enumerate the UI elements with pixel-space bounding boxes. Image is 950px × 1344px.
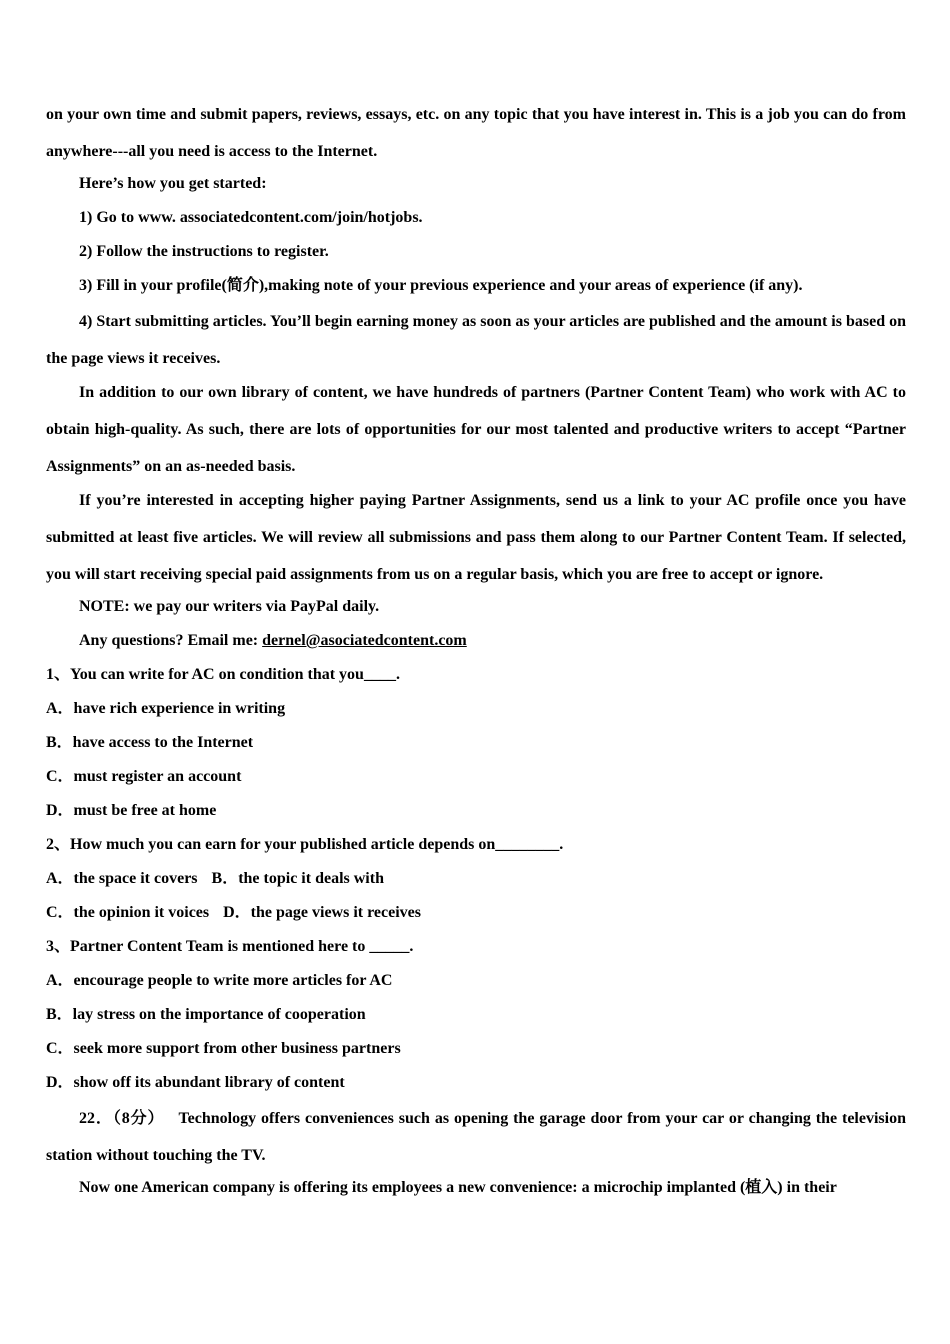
contact-label: Any questions? Email me: (79, 632, 263, 649)
section-22-para-2: Now one American company is offering its employees a new convenience: a microchip implanted (植入) in their (79, 1179, 837, 1196)
passage-step-3: 3) Fill in your profile(简介),making note of your previous experience and your areas of experience (if any). (79, 277, 803, 294)
question-3-option-b[interactable]: B．lay stress on the importance of cooperation (46, 1006, 366, 1023)
question-2-option-c[interactable]: C．the opinion it voices (46, 904, 210, 921)
question-2-stem: 2、How much you can earn for your published article depends on________. (46, 836, 564, 853)
passage-contact (46, 624, 906, 658)
section-22-intro (46, 1100, 906, 1174)
question-2-option-b[interactable]: B．the topic it deals with (211, 870, 384, 887)
passage-partners: In addition to our own library of content, we have hundreds of partners (Partner Content Team) who work with AC to obtain high-quality. As such, there are lots of opportunities for our most talented and productive writers to accept “Partner Assignments” on an as-needed basis. (46, 384, 906, 475)
question-3-option-c[interactable]: C．seek more support from other business partners (46, 1040, 401, 1057)
passage-note: NOTE: we pay our writers via PayPal daily. (79, 598, 380, 615)
passage-started: Here’s how you get started: (79, 175, 267, 192)
question-1-stem: 1、You can write for AC on condition that you____. (46, 666, 400, 683)
question-1-option-d[interactable]: D．must be free at home (46, 802, 217, 819)
question-2-option-d[interactable]: D．the page views it receives (223, 904, 422, 921)
document-page (46, 96, 906, 1205)
passage-step-2: 2) Follow the instructions to register. (79, 243, 329, 260)
passage-higher-paying: If you’re interested in accepting higher paying Partner Assignments, send us a link to your AC profile once you have submitted at least five articles. We will review all submissions and pass them along to our Partner Content Team. If selected, you will start receiving special paid assignments from us on a regular basis, which you are free to accept or ignore. (46, 492, 906, 583)
question-2-options-row-1 (46, 862, 906, 896)
passage-intro-tail: on your own time and submit papers, reviews, essays, etc. on any topic that you have interest in. This is a job you can do from anywhere---all you need is access to the Internet. (46, 106, 906, 160)
passage-step-1: 1) Go to www. associatedcontent.com/join/hotjobs. (79, 209, 423, 226)
question-2-options-row-2 (46, 896, 906, 930)
question-1-option-c[interactable]: C．must register an account (46, 768, 242, 785)
section-22-para-1: Technology offers conveniences such as opening the garage door from your car or changing the television station without touching the TV. (46, 1110, 906, 1164)
question-2-option-a[interactable]: A．the space it covers (46, 870, 198, 887)
section-22-number: 22．（8分） (79, 1110, 165, 1127)
contact-email-link[interactable]: dernel@asociatedcontent.com (262, 632, 467, 649)
question-1-option-a[interactable]: A．have rich experience in writing (46, 700, 286, 717)
passage-step-4: 4) Start submitting articles. You’ll begin earning money as soon as your articles are published and the amount is based on the page views it receives. (46, 313, 906, 367)
question-3-option-a[interactable]: A．encourage people to write more articles for AC (46, 972, 393, 989)
question-3-option-d[interactable]: D．show off its abundant library of content (46, 1074, 345, 1091)
question-3-stem: 3、Partner Content Team is mentioned here to _____. (46, 938, 414, 955)
question-1-option-b[interactable]: B．have access to the Internet (46, 734, 254, 751)
